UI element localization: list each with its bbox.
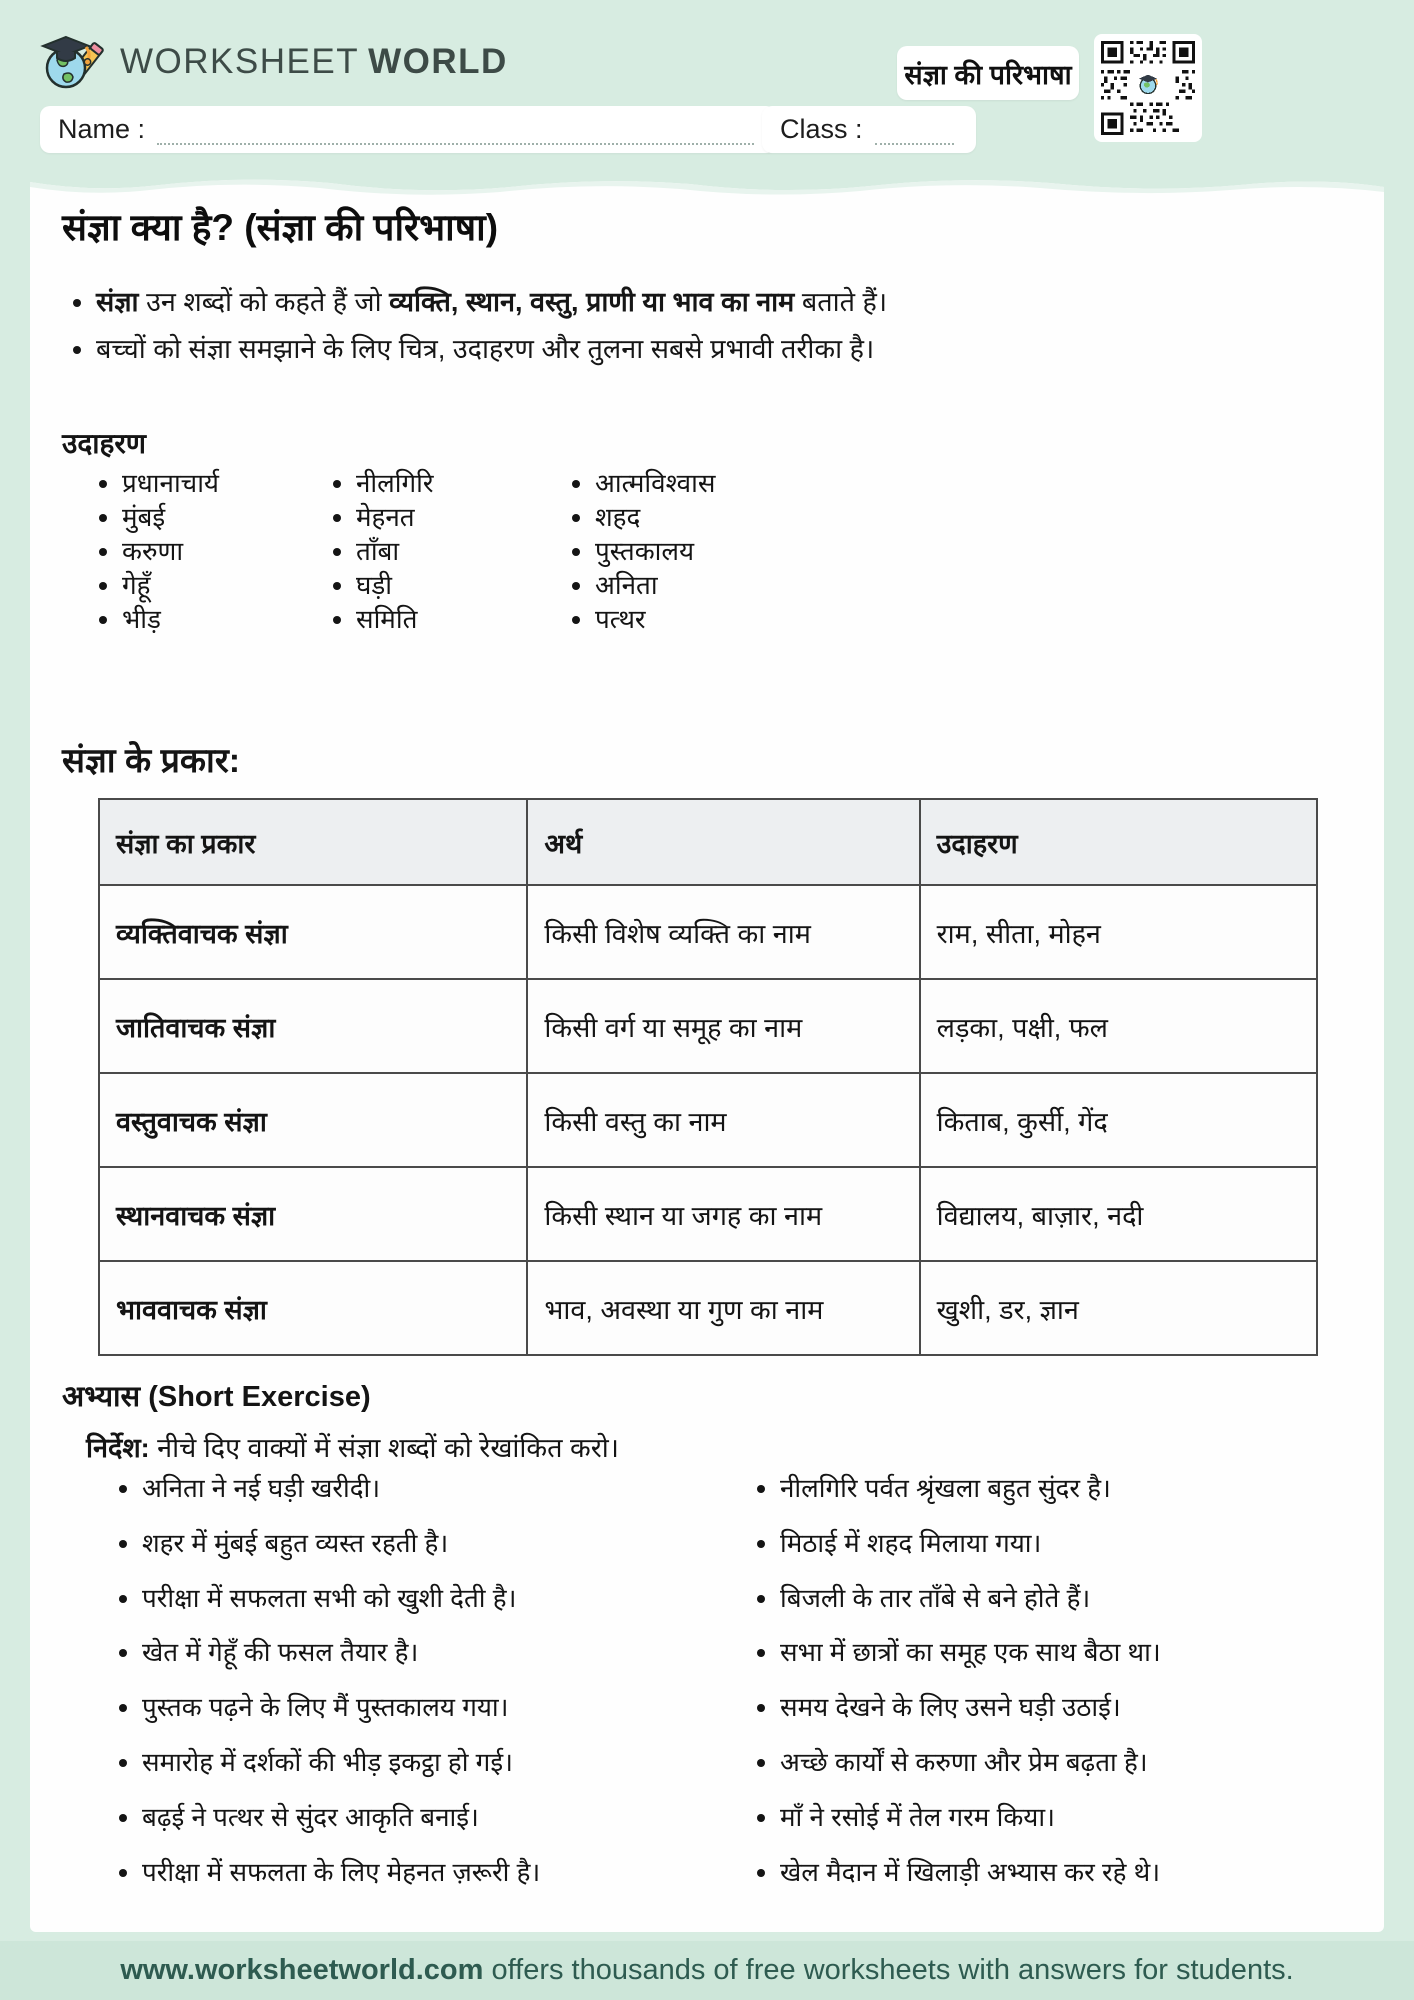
example-item: • भीड़ — [122, 602, 330, 636]
instruction-text: नीचे दिए वाक्यों में संज्ञा शब्दों को रेखांकित करो। — [149, 1433, 620, 1463]
instruction-label: निर्देश: — [86, 1433, 150, 1463]
intro-tail: बताते हैं। — [794, 287, 888, 317]
class-field — [762, 106, 976, 153]
table-row — [99, 979, 1317, 1073]
examples-columns — [96, 466, 715, 636]
exercise-heading — [62, 1376, 371, 1415]
exercise-instruction — [86, 1428, 619, 1465]
noun-types-table — [98, 798, 1318, 1356]
example-item: • मेहनत — [356, 500, 569, 534]
cell-examples: लड़का, पक्षी, फल — [920, 979, 1317, 1073]
exercise-sentence: • परीक्षा में सफलता सभी को खुशी देती है। — [142, 1582, 754, 1616]
brand-word-worksheet: WORKSHEET — [120, 42, 360, 81]
brand-word-world: WORLD — [368, 42, 508, 81]
examples-column-2 — [330, 466, 569, 636]
intro-bullet-2: • बच्चों को संज्ञा समझाने के लिए चित्र, उदाहरण और तुलना सबसे प्रभावी तरीका है। — [96, 327, 887, 372]
example-item: • करुणा — [122, 534, 330, 568]
table-row — [99, 1261, 1317, 1355]
name-input-line[interactable] — [157, 129, 754, 145]
col-header-meaning: अर्थ — [527, 799, 919, 885]
table-row — [99, 1167, 1317, 1261]
examples-column-1 — [96, 466, 330, 636]
noun-types-heading: संज्ञा के प्रकार: — [62, 742, 241, 780]
col-header-type: संज्ञा का प्रकार — [99, 799, 527, 885]
cell-examples: किताब, कुर्सी, गेंद — [920, 1073, 1317, 1167]
cell-meaning: किसी स्थान या जगह का नाम — [527, 1167, 919, 1261]
example-item: • आत्मविश्वास — [595, 466, 715, 500]
exercise-heading-english: (Short Exercise) — [140, 1381, 371, 1413]
cell-meaning: किसी वस्तु का नाम — [527, 1073, 919, 1167]
cell-type: भाववाचक संज्ञा — [99, 1261, 527, 1355]
exercise-sentence: • खेल मैदान में खिलाड़ी अभ्यास कर रहे थे। — [780, 1856, 1380, 1890]
worksheet-card — [30, 176, 1384, 1932]
footer-tagline: offers thousands of free worksheets with answers for students. — [483, 1954, 1294, 1986]
example-item: • पुस्तकालय — [595, 534, 715, 568]
exercise-sentence: • सभा में छात्रों का समूह एक साथ बैठा था। — [780, 1636, 1380, 1670]
topic-badge — [897, 46, 1079, 100]
examples-heading: उदाहरण — [62, 428, 147, 459]
example-item: • प्रधानाचार्य — [122, 466, 330, 500]
exercise-sentence: • खेत में गेहूँ की फसल तैयार है। — [142, 1636, 754, 1670]
class-label: Class : — [780, 114, 863, 144]
example-item: • समिति — [356, 602, 569, 636]
name-field — [40, 106, 776, 153]
example-item: • मुंबई — [122, 500, 330, 534]
intro-bullet-1 — [96, 280, 887, 325]
example-item: • घड़ी — [356, 568, 569, 602]
class-input-line[interactable] — [875, 129, 954, 145]
cell-meaning: भाव, अवस्था या गुण का नाम — [527, 1261, 919, 1355]
cell-examples: खुशी, डर, ज्ञान — [920, 1261, 1317, 1355]
footer-bar — [0, 1941, 1414, 2000]
exercise-sentence: • नीलगिरि पर्वत श्रृंखला बहुत सुंदर है। — [780, 1472, 1380, 1506]
globe-graduation-cap-pencil-icon — [40, 30, 104, 94]
cell-type: स्थानवाचक संज्ञा — [99, 1167, 527, 1261]
exercise-sentence: • अनिता ने नई घड़ी खरीदी। — [142, 1472, 754, 1506]
brand-logo — [40, 30, 508, 94]
cell-type: व्यक्तिवाचक संज्ञा — [99, 885, 527, 979]
table-header-row — [99, 799, 1317, 885]
exercise-sentence: • परीक्षा में सफलता के लिए मेहनत ज़रूरी है। — [142, 1856, 754, 1890]
torn-paper-edge — [30, 173, 1384, 203]
example-item: • गेहूँ — [122, 568, 330, 602]
exercise-sentence: • समय देखने के लिए उसने घड़ी उठाई। — [780, 1691, 1380, 1725]
example-item: • अनिता — [595, 568, 715, 602]
examples-column-3 — [569, 466, 715, 636]
exercise-sentence: • माँ ने रसोई में तेल गरम किया। — [780, 1801, 1380, 1835]
footer-site-link: www.worksheetworld.com — [120, 1954, 484, 1986]
exercise-sentence: • मिठाई में शहद मिलाया गया। — [780, 1527, 1380, 1561]
page-title: संज्ञा क्या है? (संज्ञा की परिभाषा) — [62, 207, 499, 248]
intro-bullets — [68, 280, 887, 374]
example-item: • ताँबा — [356, 534, 569, 568]
cell-examples: विद्यालय, बाज़ार, नदी — [920, 1167, 1317, 1261]
example-item: • शहद — [595, 500, 715, 534]
exercise-heading-hindi: अभ्यास — [62, 1381, 141, 1413]
intro-mid: उन शब्दों को कहते हैं जो — [138, 287, 390, 317]
cell-type: वस्तुवाचक संज्ञा — [99, 1073, 527, 1167]
exercise-sentence: • पुस्तक पढ़ने के लिए मैं पुस्तकालय गया। — [142, 1691, 754, 1725]
name-label: Name : — [58, 114, 146, 144]
exercise-sentences — [116, 1472, 1380, 1910]
qr-code — [1094, 34, 1202, 142]
intro-bold-lead: संज्ञा — [96, 287, 139, 317]
exercise-sentence: • अच्छे कार्यों से करुणा और प्रेम बढ़ता है। — [780, 1746, 1380, 1780]
example-item: • नीलगिरि — [356, 466, 569, 500]
exercise-sentence: • शहर में मुंबई बहुत व्यस्त रहती है। — [142, 1527, 754, 1561]
cell-meaning: किसी वर्ग या समूह का नाम — [527, 979, 919, 1073]
exercise-sentence: • बिजली के तार ताँबे से बने होते हैं। — [780, 1582, 1380, 1616]
col-header-examples: उदाहरण — [920, 799, 1317, 885]
exercise-sentence: • बढ़ई ने पत्थर से सुंदर आकृति बनाई। — [142, 1801, 754, 1835]
exercise-sentence: • समारोह में दर्शकों की भीड़ इकट्ठा हो गई। — [142, 1746, 754, 1780]
exercise-left-column — [116, 1472, 754, 1910]
cell-examples: राम, सीता, मोहन — [920, 885, 1317, 979]
topic-badge-label: संज्ञा की परिभाषा — [904, 59, 1072, 90]
table-row — [99, 1073, 1317, 1167]
example-item: • पत्थर — [595, 602, 715, 636]
intro-bold-strong: व्यक्ति, स्थान, वस्तु, प्राणी या भाव का नाम — [389, 287, 795, 317]
exercise-right-column — [754, 1472, 1380, 1910]
brand-name — [120, 42, 508, 82]
table-row — [99, 885, 1317, 979]
cell-meaning: किसी विशेष व्यक्ति का नाम — [527, 885, 919, 979]
cell-type: जातिवाचक संज्ञा — [99, 979, 527, 1073]
